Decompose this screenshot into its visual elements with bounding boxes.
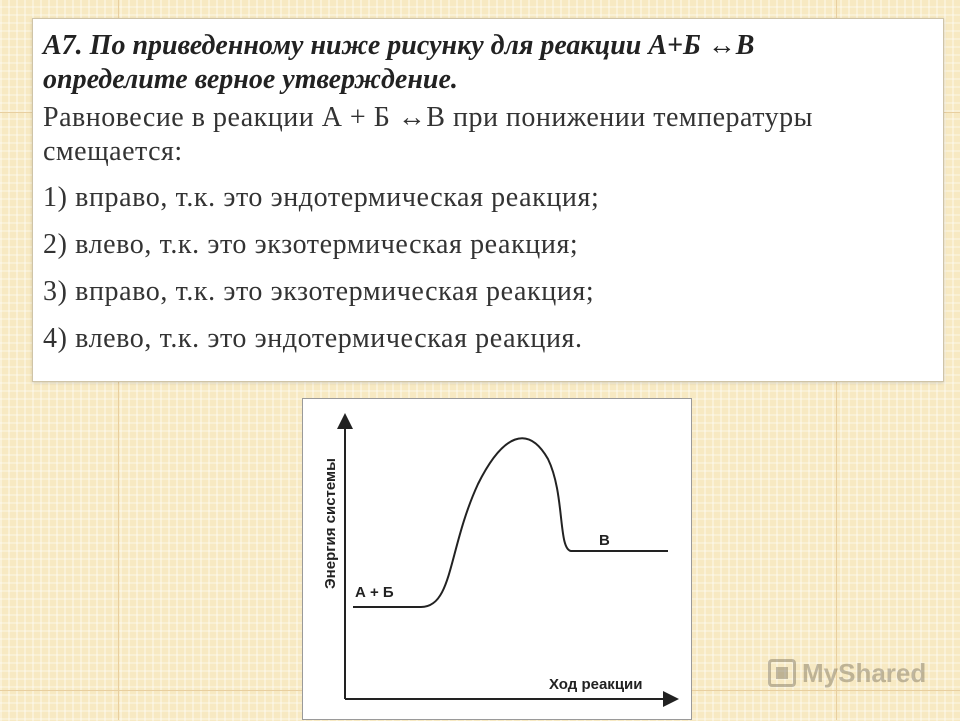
- watermark: [768, 656, 926, 690]
- myshared-logo-icon: [768, 659, 796, 687]
- question-text: Равновесие в реакции А + Б ↔В при понижении температуры смещается:: [43, 102, 813, 167]
- answer-option-2: 2) влево, т.к. это экзотермическая реакция;: [43, 229, 579, 260]
- energy-diagram: [302, 398, 692, 720]
- watermark-text: MyShared: [802, 657, 927, 688]
- energy-diagram-svg: [303, 399, 693, 721]
- answer-option-3: 3) вправо, т.к. это экзотермическая реакция;: [43, 276, 595, 307]
- y-axis-label: Энергия системы: [322, 458, 339, 589]
- reactants-label: А + Б: [355, 584, 394, 601]
- x-axis-label: Ход реакции: [549, 676, 643, 693]
- question-box: [32, 18, 944, 382]
- product-label: В: [599, 532, 610, 549]
- energy-curve: [353, 438, 668, 607]
- question-title: А7. По приведенному ниже рисунку для реакции А+Б ↔В определите верное утверждение.: [43, 30, 755, 95]
- answer-option-1: 1) вправо, т.к. это эндотермическая реакция;: [43, 182, 600, 213]
- answer-option-4: 4) влево, т.к. это эндотермическая реакция.: [43, 323, 583, 354]
